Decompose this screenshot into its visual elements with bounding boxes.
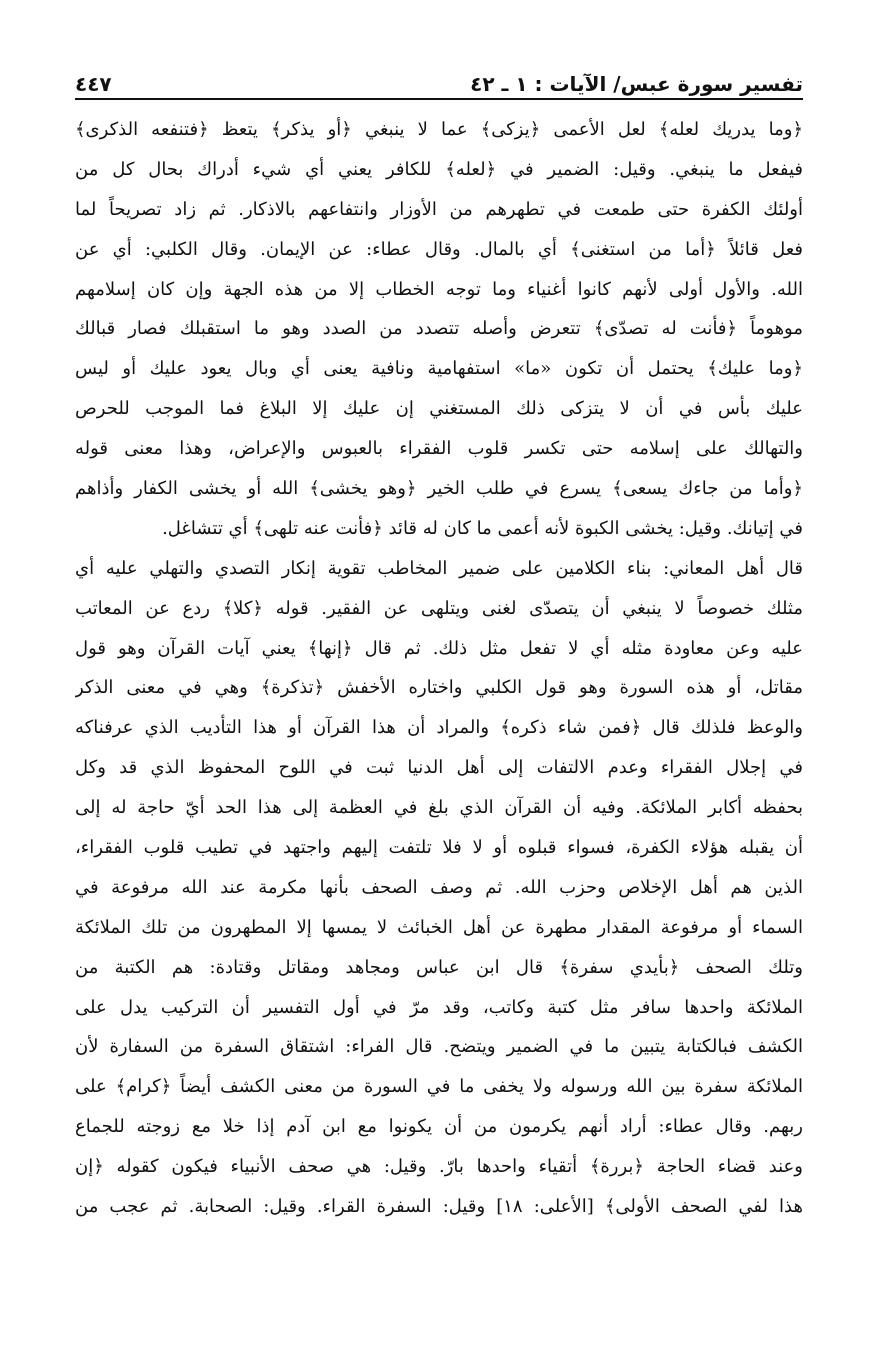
page-header: [75, 62, 803, 96]
text-line: مقاتل، أو هذه السورة وهو قول الكلبي واختاره الأخفش ﴿تذكرة﴾ وهي في معنى الذكر: [75, 677, 803, 699]
text-line: فيفعل ما ينبغي. وقيل: الضمير في ﴿لعله﴾ للكافر يعني أي شيء أدراك بحال كل من: [75, 158, 803, 180]
text-line: الكشف فبالكتابة يتبين ما في الضمير ويتضح. قال الفراء: اشتقاق السفرة من السفارة لأن: [75, 1036, 803, 1058]
text-line: الذين هم أهل الإخلاص وحزب الله. ثم وصف الصحف بأنها مكرمة عند الله مرفوعة في: [75, 876, 803, 898]
text-line: ربهم. وقال عطاء: أراد أنهم يكرمون من أن يكونوا مع ابن آدم إذا خلا مع زوجته للجماع: [75, 1116, 803, 1138]
text-line: ﴿وما يدريك لعله﴾ لعل الأعمى ﴿يزكى﴾ عما لا ينبغي ﴿أو يذكر﴾ يتعظ ﴿فتنفعه الذكرى﴾: [75, 119, 803, 140]
text-line: وتلك الصحف ﴿بأيدي سفرة﴾ قال ابن عباس ومجاهد ومقاتل وقتادة: هم الكتبة من: [75, 956, 803, 978]
text-line: السماء أو مرفوعة المقدار مطهرة عن أهل الخبائث لا يمسها إلا المطهرون من تلك الملائكة: [75, 916, 803, 938]
text-line: عليه وعن معاودة مثله أي لا تفعل مثل ذلك. ثم قال ﴿إنها﴾ يعني آيات القرآن وهو قول: [75, 637, 803, 659]
text-line: الملائكة واحدها سافر مثل كتبة وكاتب، وقد مرّ في أول التفسير أن التركيب يدل على: [75, 996, 803, 1018]
text-line: والتهالك على إسلامه حتى تكسر قلوب الفقراء بالعبوس والإعراض، وهذا معنى قوله: [75, 438, 803, 460]
text-line: في إجلال الفقراء وعدم الالتفات إلى أهل الدنيا ثبت في اللوح المحفوظ الذي قد وكل: [75, 757, 803, 779]
text-line: والوعظ فلذلك قال ﴿فمن شاء ذكره﴾ والمراد أن هذا القرآن أو هذا التأديب الذي عرفناكه: [75, 717, 803, 739]
text-line: أن يقبله هؤلاء الكفرة، فسواء قبلوه أو لا فلا تلتفت إليهم واجتهد في تطيب قلوب الفقراء،: [75, 837, 803, 859]
text-line: عليك بأس في أن لا يتزكى ذلك المستغني إن عليك إلا البلاغ فما الموجب للحرص: [75, 398, 803, 420]
text-line: ﴿وأما من جاءك يسعى﴾ يسرع في طلب الخير ﴿وهو يخشى﴾ الله أو يخشى الكفار وأذاهم: [75, 478, 803, 500]
text-line: الملائكة سفرة بين الله ورسوله ولا يخفى ما في السورة من معنى الكشف أيضاً ﴿كرام﴾ على: [75, 1076, 803, 1098]
commentary-text: [75, 110, 803, 1227]
page-number: ٤٤٧: [75, 72, 112, 96]
text-line: وعند قضاء الحاجة ﴿بررة﴾ أتقياء واحدها بارّ. وقيل: هي صحف الأنبياء فيكون كقوله ﴿إن: [75, 1156, 803, 1178]
header-divider: [75, 98, 803, 100]
text-line: في إتيانك. وقيل: يخشى الكبوة لأنه أعمى ما كان له قائد ﴿فأنت عنه تلهى﴾ أي تتشاغل.: [162, 517, 803, 539]
text-line: موهوماً ﴿فأنت له تصدّى﴾ تتعرض وأصله تتصدد من الصدد وهو ما استقبلك فصار قبالك: [75, 318, 803, 340]
text-line: ﴿وما عليك﴾ يحتمل أن تكون «ما» استفهامية ونافية يعنى أي وبال يعود عليك أو ليس: [75, 358, 803, 380]
text-line: مثلك خصوصاً لا ينبغي أن يتصدّى لغنى ويتلهى عن الفقير. قوله ﴿كلا﴾ ردع عن المعاتب: [75, 597, 803, 619]
running-title: تفسير سورة عبس/ الآيات : ١ ـ ٤٢: [470, 72, 803, 96]
text-line: أولئك الكفرة حتى طمعت في تطهرهم من الأوزار وانتفاعهم بالاذكار. ثم زاد تصريحاً لما: [75, 198, 803, 220]
text-line: بحفظه أكابر الملائكة. وفيه أن القرآن الذي بلغ في العظمة إلى هذا الحد أيّ حاجة له إلى: [75, 797, 803, 819]
text-line: الله. والأول أولى لأنهم كانوا أغنياء وما توجه الخطاب إلا من هذه الجهة وإن كان إسلامهم: [75, 278, 803, 300]
text-line: قال أهل المعاني: بناء الكلامين على ضمير المخاطب تقوية إنكار التصدي والتهلي عليه أي: [75, 557, 803, 579]
text-line: فعل قائلاً ﴿أما من استغنى﴾ أي بالمال. وقال عطاء: عن الإيمان. وقال الكلبي: أي عن: [75, 238, 803, 260]
text-line: هذا لفي الصحف الأولى﴾ [الأعلى: ١٨] وقيل: السفرة القراء. وقيل: الصحابة. ثم عجب من: [75, 1196, 803, 1218]
